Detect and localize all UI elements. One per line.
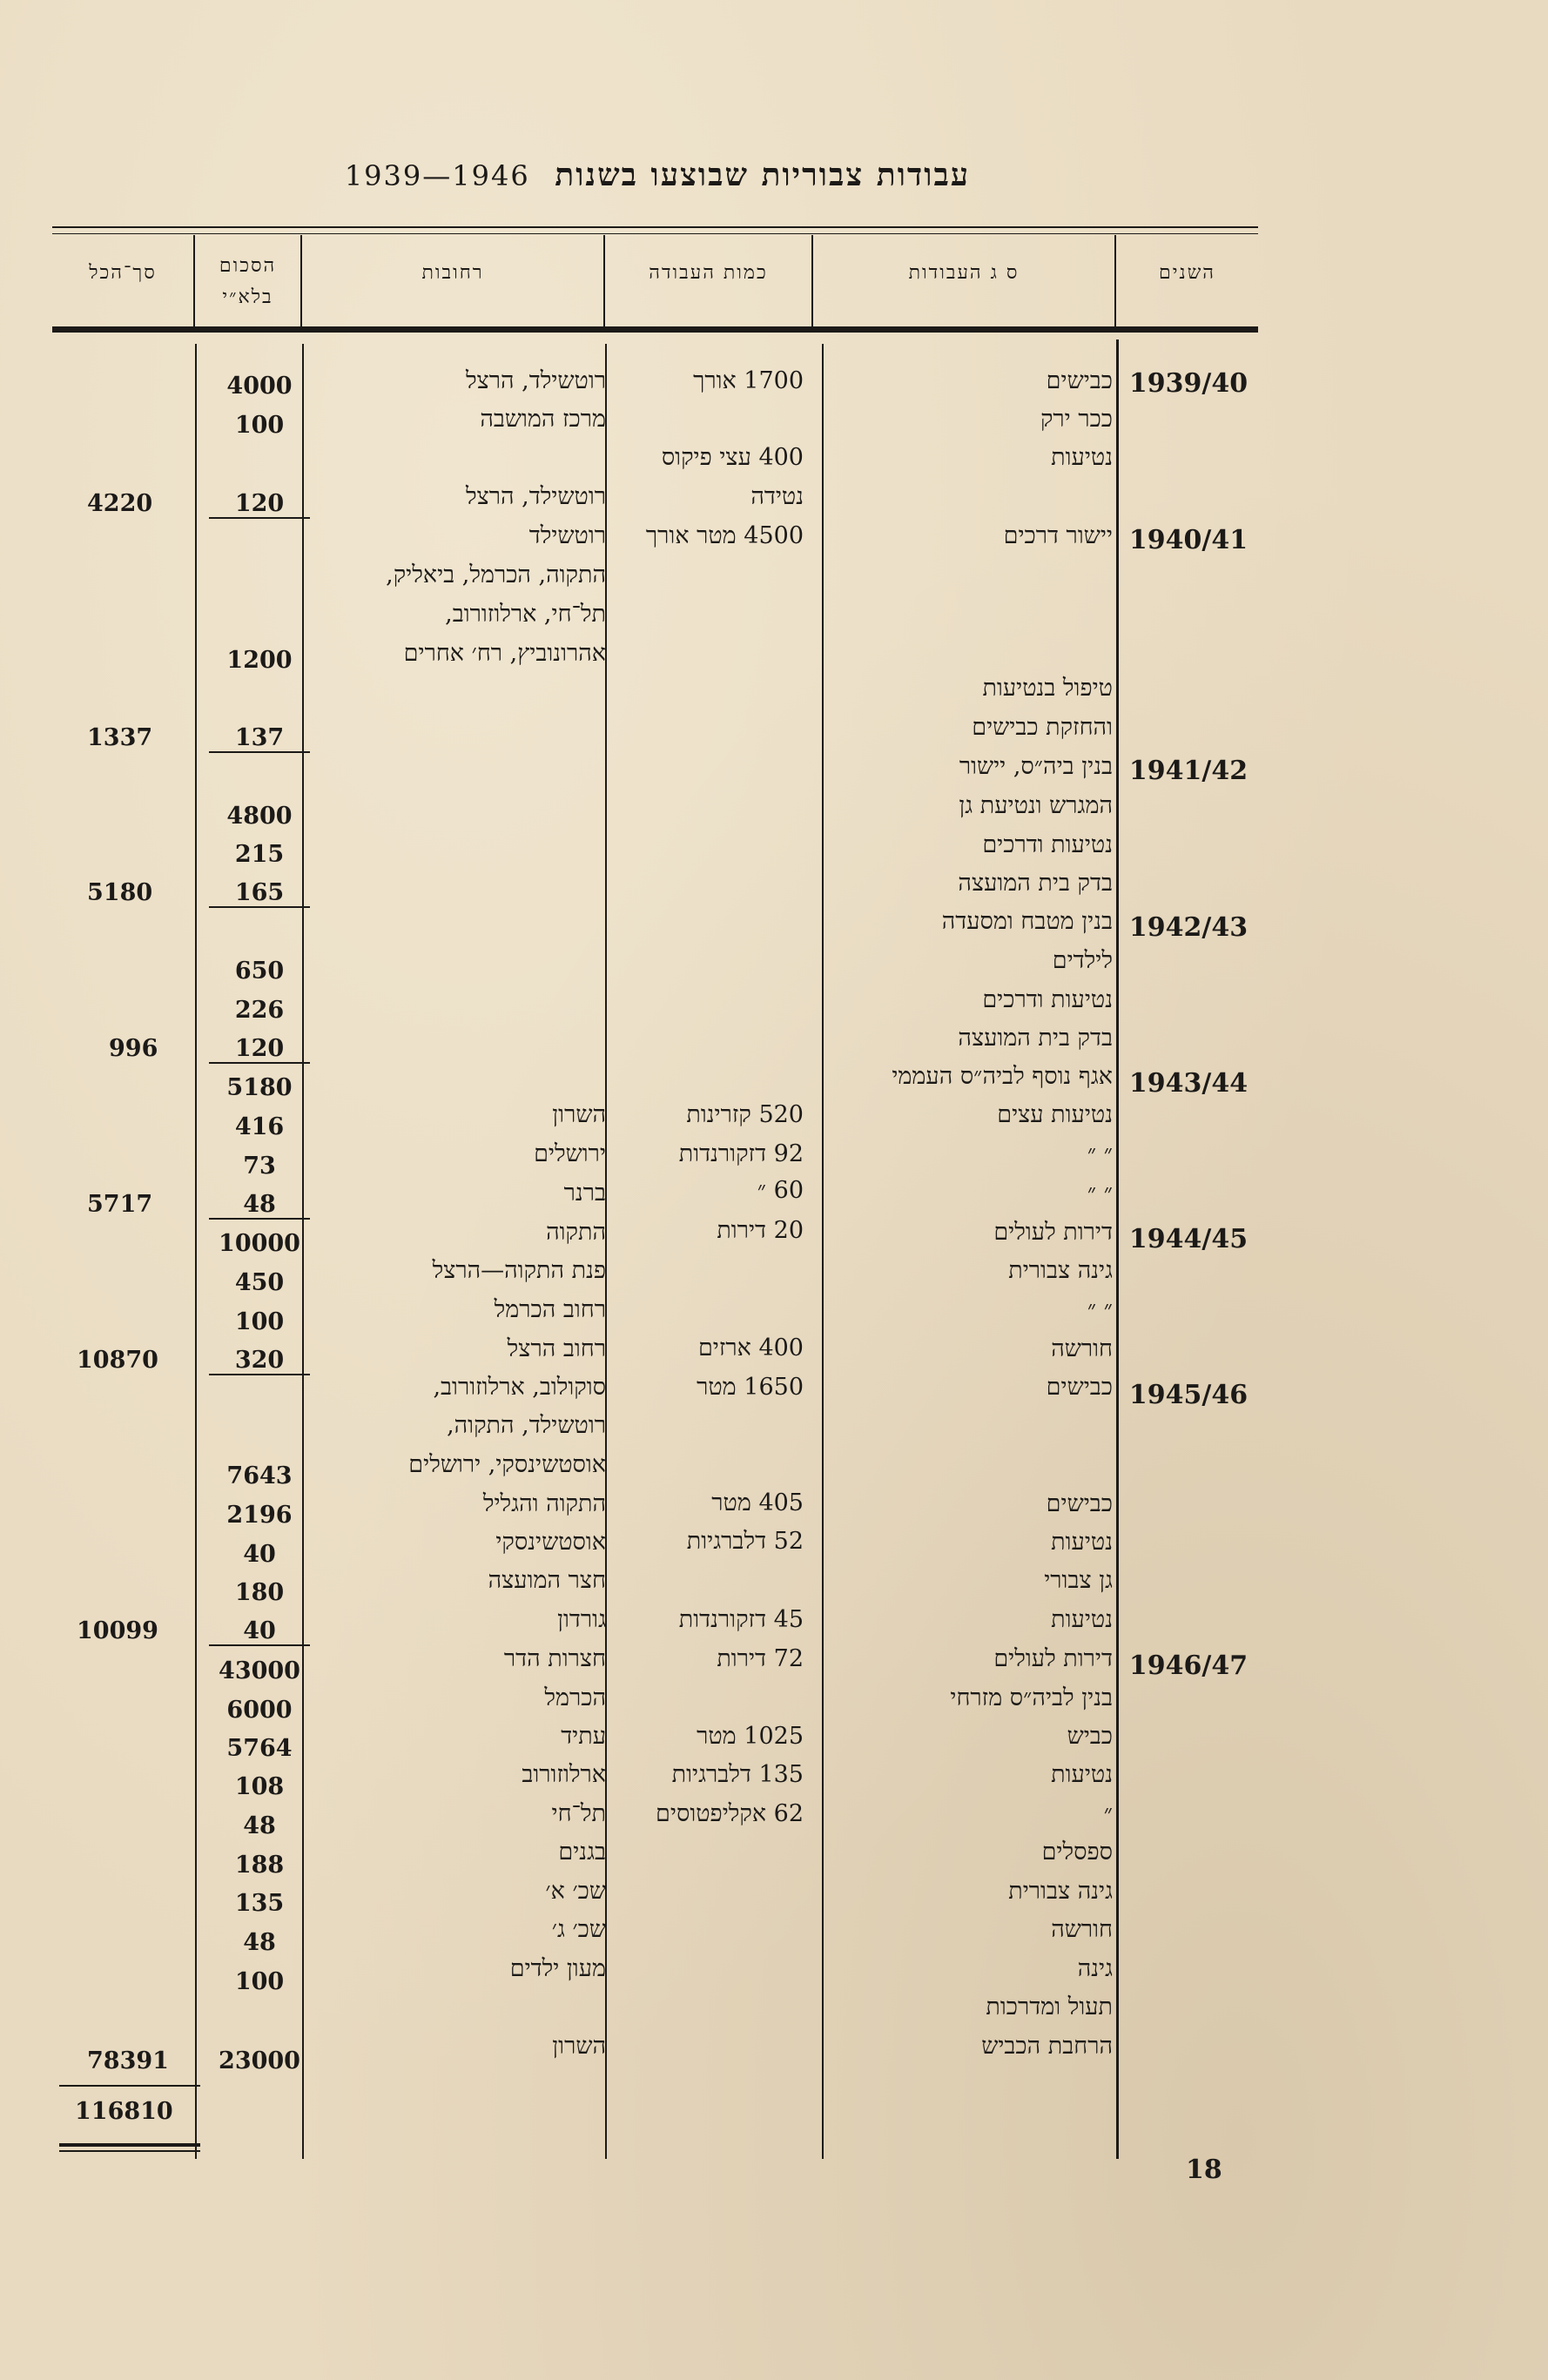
year-label: 1944/45	[1128, 1224, 1248, 1254]
amount-value: 120	[209, 490, 310, 519]
street-name: שכ׳ ג׳	[551, 1916, 606, 1943]
year-total: 10099	[77, 1617, 158, 1644]
work-type: לילדים	[1052, 947, 1113, 974]
grand-total-rule	[59, 2150, 200, 2152]
street-name: התקוה והגליל	[482, 1490, 606, 1517]
body-divider	[195, 344, 197, 2159]
street-name: בגנים	[558, 1839, 606, 1866]
work-type: נטיעות ודרכים	[982, 986, 1113, 1013]
street-name: גורדון	[557, 1606, 606, 1633]
work-type: ״ ״	[1087, 1296, 1113, 1323]
header-amount-line1: הסכום	[219, 255, 277, 277]
street-name: ירושלים	[534, 1140, 606, 1167]
year-label: 1941/42	[1128, 756, 1248, 786]
amount-value: 165	[209, 879, 310, 908]
street-name: אהרונוביץ, רח׳ אחרים	[403, 640, 606, 667]
amount-value: 23000	[219, 2047, 300, 2074]
work-type: טיפול בנטיעות	[982, 675, 1113, 702]
street-name: רחוב הכרמל	[494, 1296, 606, 1323]
amount-value: 137	[209, 724, 310, 753]
amount-value: 180	[234, 1579, 285, 1606]
grand-total-rule	[59, 2143, 200, 2147]
street-name: סוקולוב, ארלוזורוב,	[433, 1374, 606, 1401]
amount-value: 320	[209, 1347, 310, 1375]
work-type: בנין מטבח ומסעדה	[941, 908, 1113, 935]
amount-value: 4800	[226, 803, 293, 830]
year-label: 1939/40	[1128, 368, 1248, 399]
amount-value: 135	[234, 1890, 285, 1917]
page-title	[313, 157, 1001, 193]
title-years: 1946—1939	[344, 159, 530, 192]
work-quantity: 62 אקליפטוסים	[656, 1800, 804, 1827]
work-type: נטיעות	[1051, 1606, 1113, 1633]
work-type: נטיעות ודרכים	[982, 831, 1113, 858]
street-name: רוטשילד, התקוה,	[447, 1412, 606, 1439]
work-type: תעול ומדרכות	[986, 1993, 1113, 2020]
work-quantity: 4500 מטר אורך	[645, 522, 804, 549]
work-quantity: 92 דזקורנדות	[678, 1140, 804, 1167]
street-name: אוסטשינסקי	[495, 1529, 606, 1556]
street-name: התקוה	[546, 1219, 606, 1246]
work-type: בנין לביה״ס מזרחי	[950, 1684, 1113, 1711]
work-type: בדק בית המועצה	[958, 1025, 1113, 1052]
year-total: 10870	[77, 1347, 158, 1374]
work-quantity: 400 ארזים	[697, 1335, 804, 1361]
year-label: 1940/41	[1128, 525, 1248, 555]
street-name: תל־חי	[551, 1800, 606, 1827]
year-total: 996	[109, 1035, 158, 1062]
work-type: דירות לעולים	[993, 1645, 1113, 1672]
work-type: יישור דרכים	[1003, 522, 1113, 549]
work-quantity: 60 ״	[757, 1177, 804, 1204]
work-type: חורשה	[1051, 1916, 1113, 1943]
work-type: כבישים	[1046, 1490, 1113, 1517]
year-total: 1337	[87, 724, 153, 751]
work-type: אגף נוסף לביה״ס העממי	[892, 1063, 1113, 1090]
street-name: ארלוזורוב	[522, 1761, 606, 1788]
amount-value: 416	[234, 1113, 285, 1140]
work-quantity: 20 דירות	[717, 1217, 804, 1244]
year-total: 4220	[87, 490, 153, 517]
header-streets: רחובות	[421, 262, 484, 284]
amount-value: 650	[234, 958, 285, 985]
street-name: תל־חי, ארלוזורוב,	[445, 601, 606, 628]
work-type: כבישים	[1046, 1374, 1113, 1401]
amount-value: 215	[234, 841, 285, 868]
amount-value: 120	[209, 1035, 310, 1064]
work-type: ספסלים	[1041, 1839, 1113, 1866]
work-type: גינה	[1077, 1955, 1113, 1982]
street-name: אוסטשינסקי, ירושלים	[408, 1451, 606, 1478]
work-type: ככר ירק	[1040, 406, 1113, 433]
street-name: עתיד	[561, 1723, 606, 1750]
amount-value: 7643	[226, 1462, 293, 1489]
work-quantity: 45 דזקורנדות	[678, 1606, 804, 1633]
street-name: רחוב הרצל	[507, 1335, 606, 1362]
year-label: 1942/43	[1128, 912, 1248, 943]
street-name: מרכז המושבה	[480, 406, 606, 433]
amount-value: 100	[234, 412, 285, 439]
work-type: נטיעות עצים	[997, 1101, 1113, 1128]
year-total: 5180	[87, 879, 153, 906]
work-type: בנין ביה״ס, יישור	[959, 753, 1113, 780]
amount-value: 40	[209, 1617, 310, 1646]
amount-value: 450	[234, 1269, 285, 1296]
header-amount-line2: בלא״י	[222, 286, 273, 308]
work-quantity: 400 עצי פיקוס	[661, 444, 804, 471]
header-type: ס ג העבודות	[908, 262, 1020, 284]
amount-value: 43000	[219, 1657, 300, 1684]
work-type: גן צבורי	[1044, 1567, 1113, 1594]
work-type: נטיעות	[1051, 1761, 1113, 1788]
year-label: 1943/44	[1128, 1068, 1248, 1099]
amount-value: 108	[234, 1773, 285, 1800]
street-name: רוטשילד	[528, 522, 606, 549]
work-quantity: 1650 מטר	[697, 1374, 804, 1401]
page-number: 18	[1186, 2155, 1222, 2185]
work-quantity: 520 קזרינות	[686, 1101, 804, 1128]
work-type: כביש	[1067, 1723, 1113, 1750]
body-divider	[822, 344, 824, 2159]
title-text: עבודות צבוריות שבוצעו בשנות	[555, 157, 971, 193]
work-quantity: 1700 אורך	[693, 367, 804, 394]
work-quantity: 135 דלברגיות	[671, 1761, 804, 1788]
year-total: 78391	[87, 2047, 169, 2074]
street-name: חצר המועצה	[488, 1567, 606, 1594]
work-type: גינה צבורית	[1008, 1257, 1113, 1284]
amount-value: 5764	[226, 1735, 293, 1762]
amount-value: 48	[209, 1191, 310, 1220]
header-years: השנים	[1159, 262, 1215, 284]
work-type: ״	[1103, 1800, 1113, 1827]
work-type: חורשה	[1051, 1335, 1113, 1362]
header-amount	[195, 254, 300, 308]
year-total: 5717	[87, 1191, 153, 1218]
work-type: דירות לעולים	[993, 1219, 1113, 1246]
amount-value: 1200	[226, 647, 293, 674]
amount-value: 6000	[226, 1697, 293, 1724]
amount-value: 48	[243, 1812, 276, 1839]
street-name: מעון ילדים	[509, 1955, 606, 1982]
amount-value: 2196	[226, 1502, 293, 1529]
work-type: בדק בית המועצה	[958, 870, 1113, 897]
amount-value: 5180	[226, 1074, 293, 1101]
street-name: ברנר	[563, 1180, 606, 1207]
work-type: והחזקת כבישים	[972, 714, 1113, 741]
amount-value: 100	[234, 1968, 285, 1995]
street-name: רוטשילד, הרצל	[465, 483, 606, 510]
amount-value: 226	[234, 997, 285, 1024]
header-rule	[52, 326, 1258, 333]
work-type: כבישים	[1046, 367, 1113, 394]
work-quantity: נטידה	[750, 483, 804, 510]
top-rule-thin	[52, 233, 1258, 234]
street-name: שכ׳ א׳	[545, 1878, 606, 1905]
work-type: ״ ״	[1087, 1180, 1113, 1207]
total-rule	[59, 2085, 200, 2087]
work-quantity: 52 דלברגיות	[686, 1528, 804, 1555]
work-quantity: 1025 מטר	[697, 1723, 804, 1750]
amount-value: 100	[234, 1308, 285, 1335]
year-label: 1946/47	[1128, 1651, 1248, 1681]
body-divider	[1116, 340, 1119, 2159]
street-name: השרון	[552, 2033, 606, 2060]
work-type: נטיעות	[1051, 444, 1113, 471]
work-quantity: 405 מטר	[711, 1489, 804, 1516]
year-label: 1945/46	[1128, 1380, 1248, 1410]
amount-value: 48	[243, 1929, 276, 1956]
street-name: התקוה, הכרמל, ביאליק,	[386, 561, 606, 588]
amount-value: 10000	[219, 1230, 300, 1257]
work-type: הרחבת הכביש	[981, 2033, 1113, 2060]
work-type: ״ ״	[1087, 1140, 1113, 1167]
amount-value: 4000	[226, 373, 293, 400]
work-type: המגרש ונטיעת גן	[959, 792, 1113, 819]
amount-value: 73	[243, 1153, 276, 1180]
header-quantity: כמות העבודה	[649, 262, 768, 284]
amount-value: 188	[234, 1852, 285, 1879]
street-name: רוטשילד, הרצל	[465, 367, 606, 394]
work-type: נטיעות	[1051, 1529, 1113, 1556]
street-name: חצרות הדר	[503, 1645, 606, 1672]
header-total: סך־הכל	[89, 262, 157, 284]
top-rule	[52, 226, 1258, 228]
street-name: השרון	[552, 1101, 606, 1128]
work-quantity: 72 דירות	[717, 1645, 804, 1672]
street-name: הכרמל	[544, 1684, 606, 1711]
street-name: פנת התקוה—הרצל	[432, 1257, 606, 1284]
grand-total: 116810	[75, 2098, 173, 2125]
work-type: גינה צבורית	[1008, 1878, 1113, 1905]
amount-value: 40	[243, 1541, 276, 1568]
